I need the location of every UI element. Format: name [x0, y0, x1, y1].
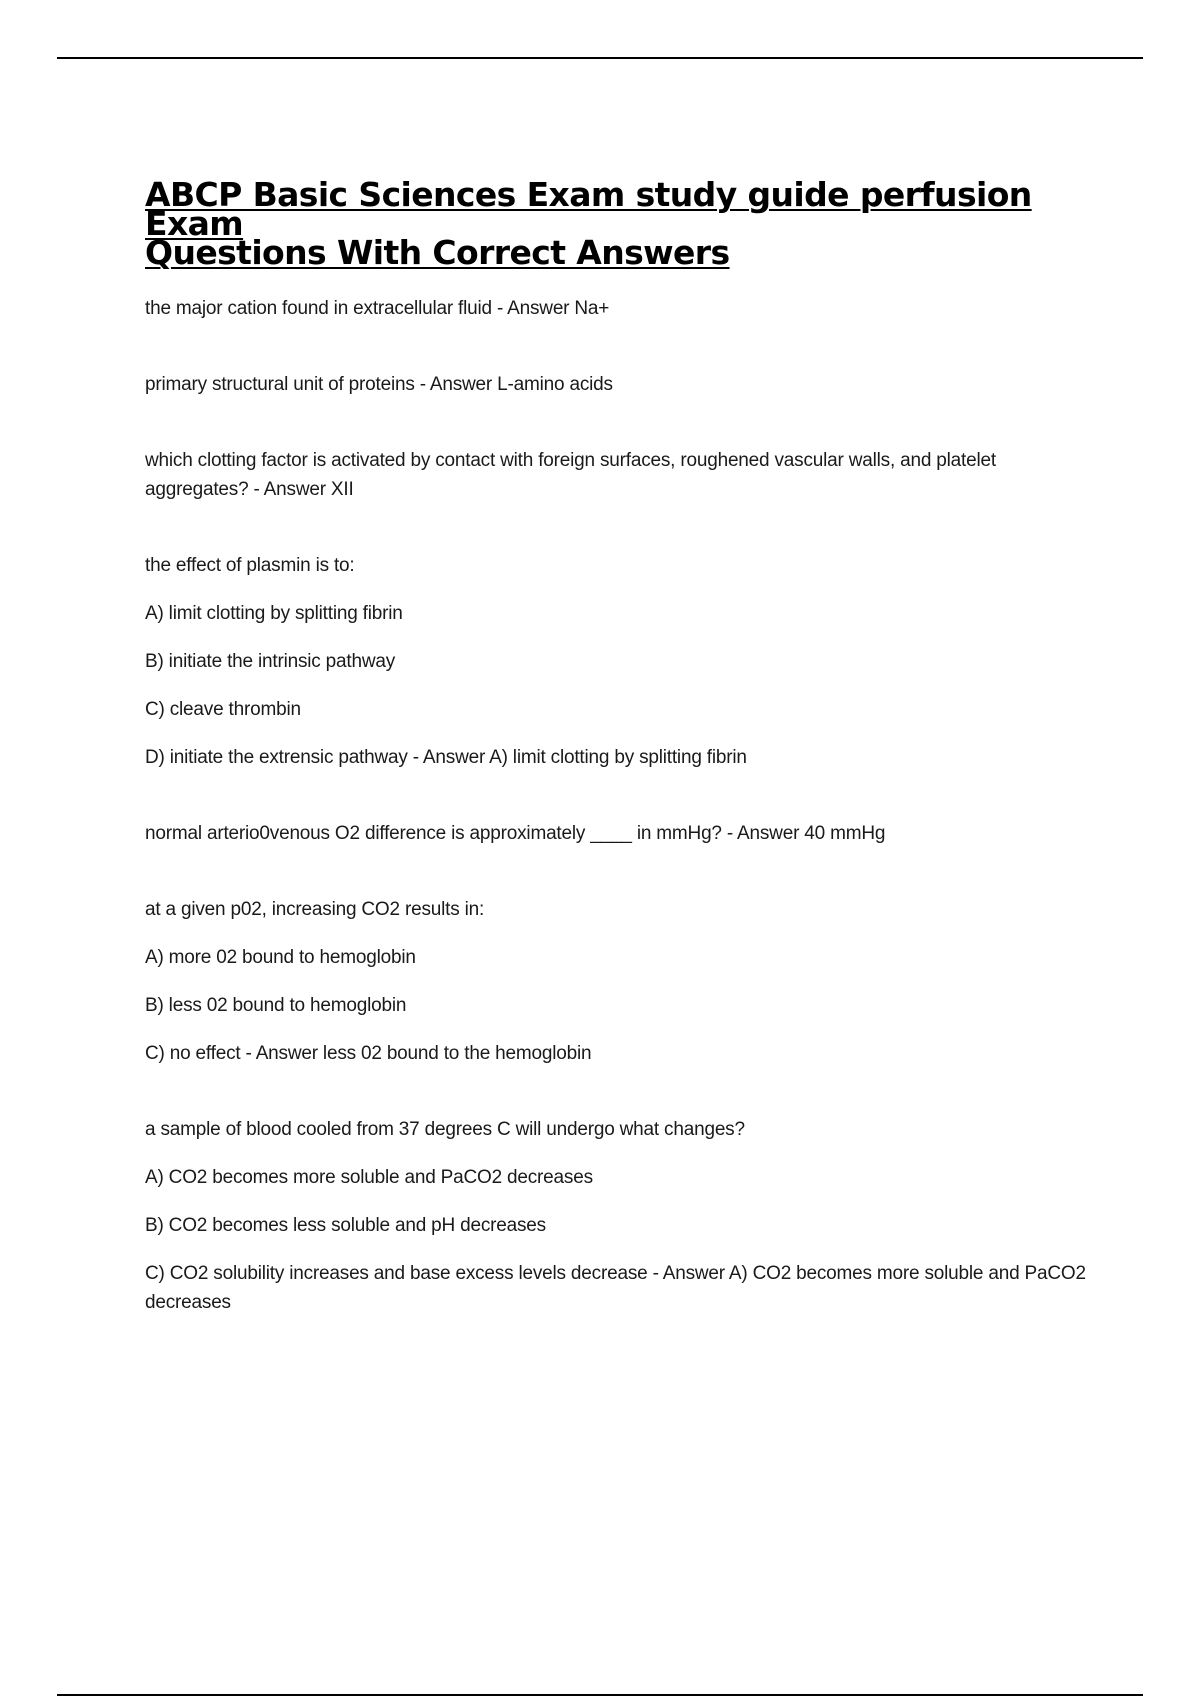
question-line: A) limit clotting by splitting fibrin — [145, 603, 403, 624]
question-block — [145, 895, 1090, 1068]
question-line: A) CO2 becomes more soluble and PaCO2 decreases — [145, 1167, 593, 1188]
question-text: the effect of plasmin is to: — [145, 555, 355, 576]
footer-rule — [57, 1694, 1143, 1696]
question-line: B) less 02 bound to hemoglobin — [145, 995, 407, 1016]
question-list — [145, 294, 1090, 1317]
question-block — [145, 819, 1090, 848]
question-line: B) initiate the intrinsic pathway — [145, 651, 396, 672]
title-line-2: Questions With Correct Answers — [145, 233, 730, 272]
question-line: D) initiate the extrensic pathway - Answer A) limit clotting by splitting fibrin — [145, 747, 747, 768]
header-rule — [57, 57, 1143, 59]
question-block — [145, 446, 1090, 504]
question-text: which clotting factor is activated by contact with foreign surfaces, roughened vascular walls, and platelet aggregates? - Answer XII — [145, 450, 996, 500]
question-text: at a given p02, increasing CO2 results in: — [145, 899, 485, 920]
question-text: the major cation found in extracellular fluid - Answer Na+ — [145, 298, 610, 319]
question-text: primary structural unit of proteins - Answer L-amino acids — [145, 374, 613, 395]
question-text: normal arterio0venous O2 difference is approximately ____ in mmHg? - Answer 40 mmHg — [145, 823, 886, 844]
question-block — [145, 551, 1090, 772]
question-line: B) CO2 becomes less soluble and pH decreases — [145, 1215, 546, 1236]
question-block — [145, 370, 1090, 399]
question-line: C) cleave thrombin — [145, 699, 301, 720]
title-line-1: ABCP Basic Sciences Exam study guide perfusion Exam — [145, 175, 1032, 243]
question-block — [145, 294, 1090, 323]
question-line: C) CO2 solubility increases and base excess levels decrease - Answer A) CO2 becomes more soluble and PaCO2 decreases — [145, 1263, 1086, 1313]
document-title — [145, 175, 1090, 272]
question-text: a sample of blood cooled from 37 degrees C will undergo what changes? — [145, 1119, 745, 1140]
question-line: C) no effect - Answer less 02 bound to the hemoglobin — [145, 1043, 592, 1064]
question-line: A) more 02 bound to hemoglobin — [145, 947, 416, 968]
document-body — [145, 175, 1090, 1317]
question-block — [145, 1115, 1090, 1317]
